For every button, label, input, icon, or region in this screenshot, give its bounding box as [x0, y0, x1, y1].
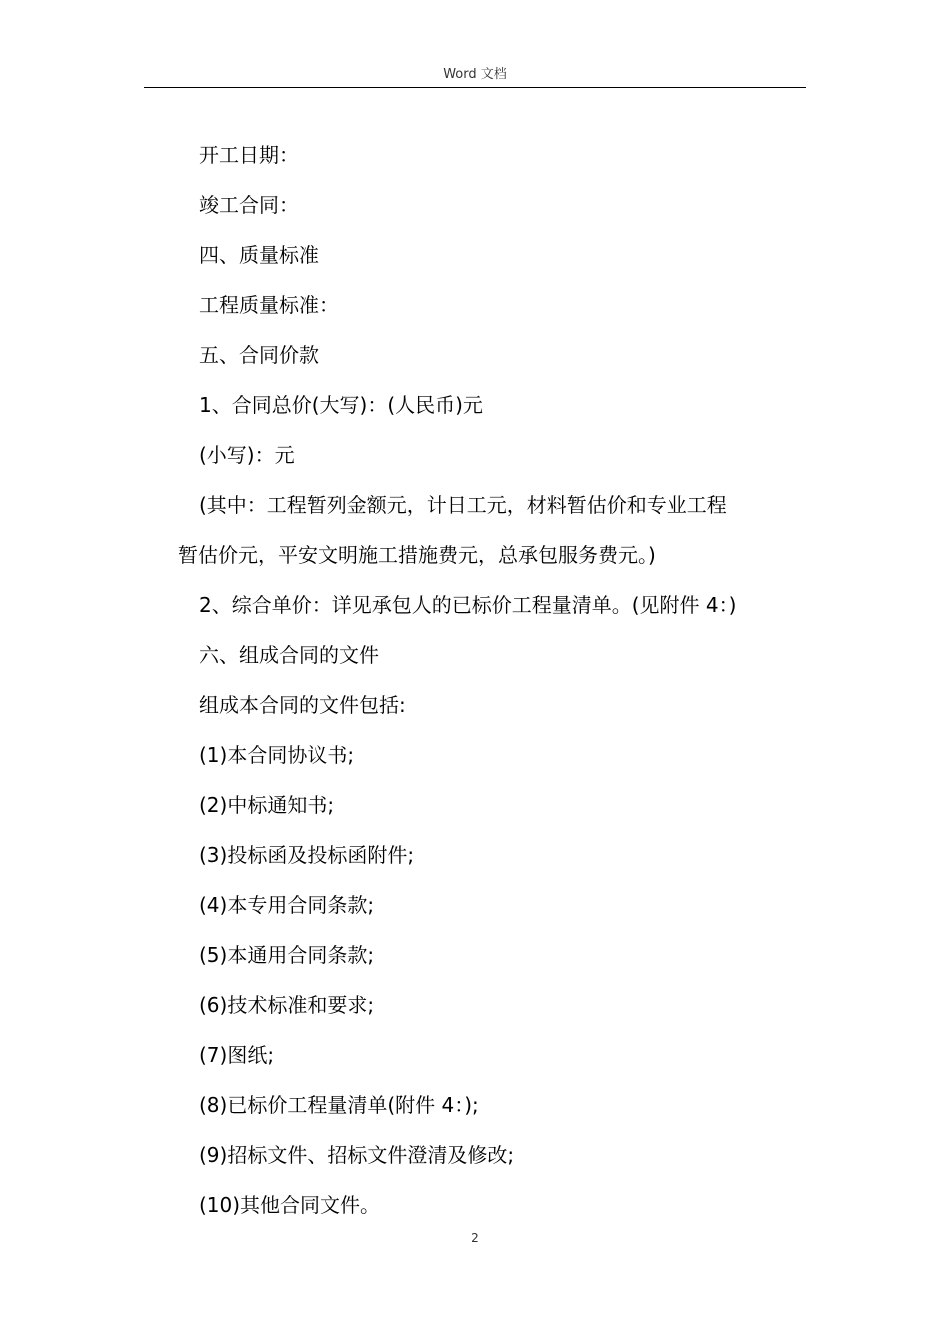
header-divider — [144, 87, 806, 88]
document-body — [178, 130, 818, 1230]
paragraph-lowercase-amount: (小写)：元 — [199, 443, 295, 467]
section-heading-quality: 四、质量标准 — [199, 243, 319, 267]
paragraph-unit-price: 2、综合单价：详见承包人的已标价工程量清单。(见附件 4：) — [199, 593, 737, 617]
list-item: (9)招标文件、招标文件澄清及修改; — [199, 1143, 515, 1167]
list-item: (5)本通用合同条款; — [199, 943, 375, 967]
section-heading-documents: 六、组成合同的文件 — [199, 643, 379, 667]
paragraph-breakdown-line2: 暂估价元，平安文明施工措施费元，总承包服务费元。) — [178, 543, 656, 567]
list-item: (7)图纸; — [199, 1043, 275, 1067]
paragraph-quality-standard: 工程质量标准： — [199, 293, 339, 317]
list-item: (2)中标通知书; — [199, 793, 335, 817]
list-item: (1)本合同协议书; — [199, 743, 355, 767]
list-item: (6)技术标准和要求; — [199, 993, 375, 1017]
list-item: (10)其他合同文件。 — [199, 1193, 381, 1217]
page-header: Word 文档 — [443, 67, 507, 82]
paragraph-completion: 竣工合同： — [199, 193, 299, 217]
paragraph-start-date: 开工日期： — [199, 143, 299, 167]
list-item: (3)投标函及投标函附件; — [199, 843, 415, 867]
section-heading-price: 五、合同价款 — [199, 343, 319, 367]
list-item: (4)本专用合同条款; — [199, 893, 375, 917]
list-item: (8)已标价工程量清单(附件 4：); — [199, 1093, 479, 1117]
paragraph-breakdown-line1: (其中：工程暂列金额元，计日工元，材料暂估价和专业工程 — [199, 493, 727, 517]
paragraph-total-price: 1、合同总价(大写)：(人民币)元 — [199, 393, 483, 417]
paragraph-documents-intro: 组成本合同的文件包括: — [199, 693, 406, 717]
page-number: 2 — [471, 1231, 479, 1245]
